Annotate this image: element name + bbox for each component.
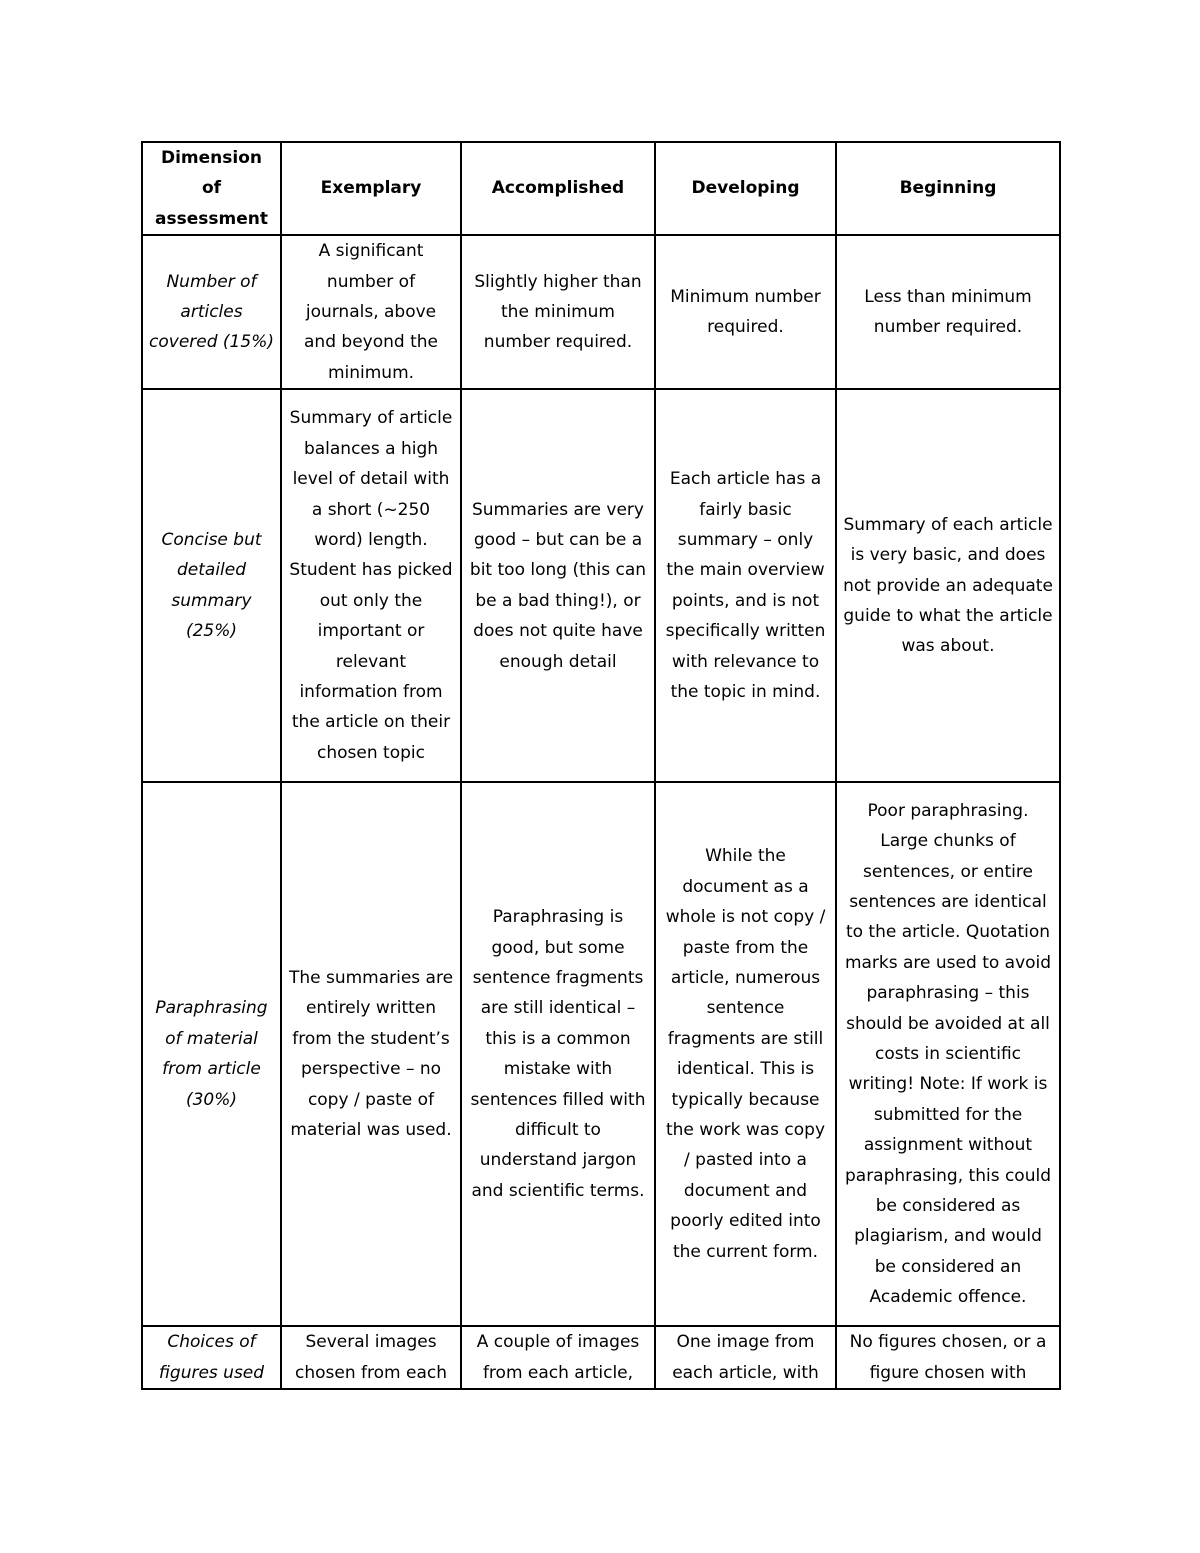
exemplary-cell — [281, 1326, 461, 1389]
developing-cell — [655, 235, 836, 389]
dimension-label: Choices of figures used — [158, 1332, 265, 1383]
exemplary-cell — [281, 782, 461, 1326]
beginning-cell — [836, 389, 1060, 782]
header-accomplished-label: Accomplished — [491, 178, 625, 199]
table-row — [142, 235, 1060, 389]
beginning-cell — [836, 235, 1060, 389]
dimension-label: Paraphrasing of material from article (30%) — [155, 998, 268, 1110]
dimension-label: Concise but detailed summary (25%) — [161, 529, 262, 642]
accomplished-cell — [461, 389, 655, 782]
criterion-text: Paraphrasing is good, but some sentence fragments are still identical – this is a common mistake with sentences filled with difficult to understand jargon and scientific terms. — [470, 907, 646, 1201]
header-dimension-label: Dimension of assessment — [155, 148, 268, 229]
criterion-text: Less than minimum number required. — [864, 286, 1032, 338]
table-row — [142, 782, 1060, 1326]
header-row — [142, 142, 1060, 235]
dimension-cell — [142, 1326, 281, 1389]
criterion-text: No figures chosen, or a figure chosen with — [849, 1332, 1047, 1383]
exemplary-cell — [281, 389, 461, 782]
exemplary-cell — [281, 235, 461, 389]
header-exemplary — [281, 142, 461, 235]
developing-cell — [655, 782, 836, 1326]
criterion-text: One image from each article, with — [672, 1332, 819, 1383]
header-beginning — [836, 142, 1060, 235]
criterion-text: Minimum number required. — [670, 286, 821, 338]
accomplished-cell — [461, 1326, 655, 1389]
header-beginning-label: Beginning — [899, 178, 997, 199]
dimension-cell — [142, 782, 281, 1326]
header-exemplary-label: Exemplary — [320, 178, 422, 199]
dimension-label: Number of articles covered (15%) — [149, 271, 274, 353]
header-developing — [655, 142, 836, 235]
dimension-cell — [142, 389, 281, 782]
table-row — [142, 389, 1060, 782]
header-dimension — [142, 142, 281, 235]
criterion-text: Poor paraphrasing. Large chunks of sentences, or entire sentences are identical to the article. Quotation marks are used to avoid paraphrasing – this should be avoided at all costs in scientific writing! Note: If work is submitted for the assignment without paraphrasing, this could be considered as plagiarism, and would be considered an Academic offence. — [844, 800, 1052, 1308]
beginning-cell — [836, 782, 1060, 1326]
criterion-text: While the document as a whole is not copy / paste from the article, numerous sentence fragments are still identical. This is typically because the work was copy / pasted into a document and poorly edited into the current form. — [665, 846, 826, 1262]
criterion-text: The summaries are entirely written from the student’s perspective – no copy / paste of material was used. — [288, 968, 454, 1141]
criterion-text: Summary of each article is very basic, and does not provide an adequate guide to what the article was about. — [843, 514, 1053, 657]
header-developing-label: Developing — [691, 178, 800, 199]
dimension-cell — [142, 235, 281, 389]
accomplished-cell — [461, 235, 655, 389]
table-row — [142, 1326, 1060, 1389]
criterion-text: Slightly higher than the minimum number required. — [474, 271, 642, 353]
criterion-text: Each article has a fairly basic summary – only the main overview points, and is not specifically written with relevance to the topic in mind. — [665, 469, 826, 702]
criterion-text: A couple of images from each article, — [476, 1332, 640, 1383]
rubric-table — [141, 141, 1061, 1390]
criterion-text: A significant number of journals, above and beyond the minimum. — [304, 241, 438, 383]
accomplished-cell — [461, 782, 655, 1326]
header-accomplished — [461, 142, 655, 235]
developing-cell — [655, 389, 836, 782]
criterion-text: Several images chosen from each — [295, 1332, 447, 1383]
developing-cell — [655, 1326, 836, 1389]
criterion-text: Summaries are very good – but can be a bit too long (this can be a bad thing!), or does not quite have enough detail — [469, 499, 647, 672]
beginning-cell — [836, 1326, 1060, 1389]
criterion-text: Summary of article balances a high level of detail with a short (~250 word) length. Student has picked out only the important or relevant information from the article on their chosen topic — [289, 408, 453, 763]
